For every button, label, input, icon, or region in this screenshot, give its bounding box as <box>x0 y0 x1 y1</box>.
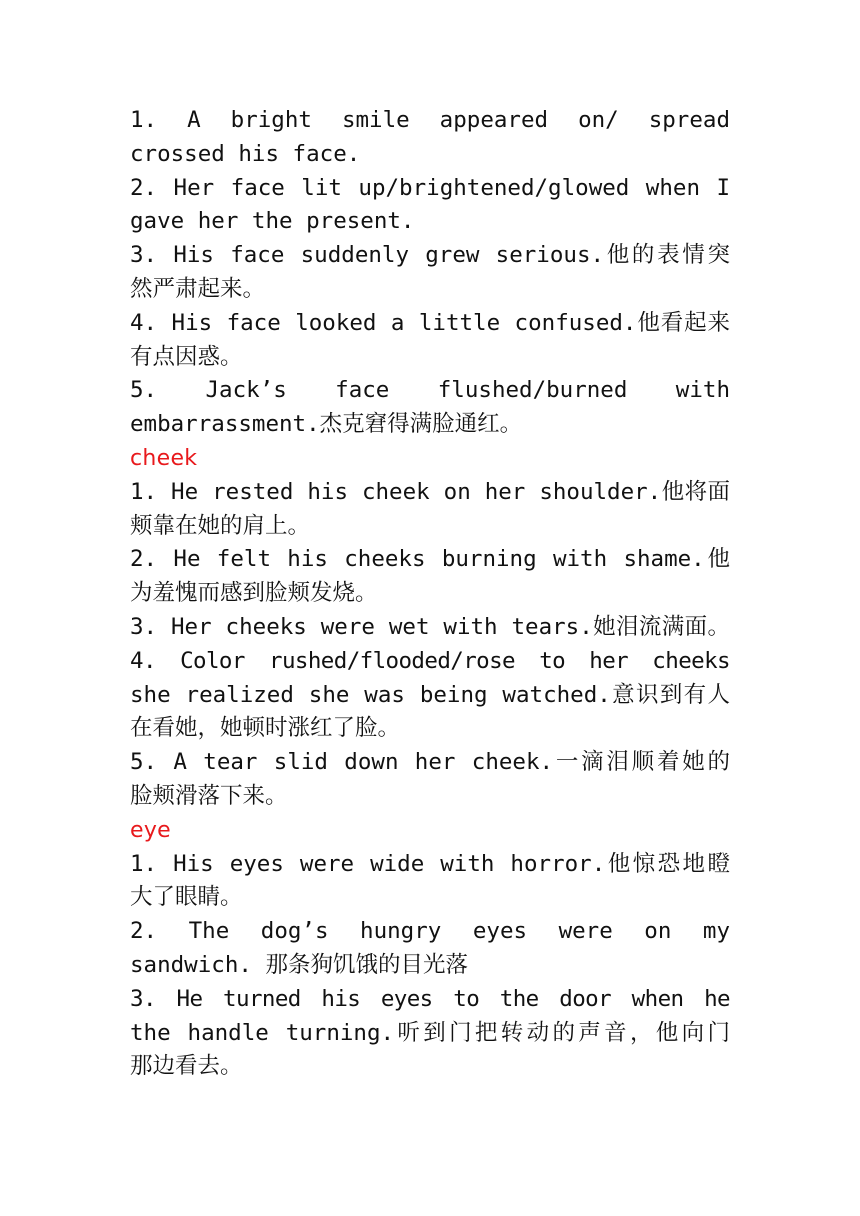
section-heading-eye: eye <box>130 817 171 843</box>
text-line: 4. Color rushed/flooded/rose to her cheeks <box>130 647 730 674</box>
text-line: crossed his face. <box>130 140 361 167</box>
text-line: 3. His face suddenly grew serious.他的表情突 <box>130 242 730 269</box>
text-line: the handle turning.听到门把转动的声音，他向门 <box>130 1019 730 1046</box>
text-line: sandwich. 那条狗饥饿的目光落 <box>130 951 468 978</box>
text-line: 颊靠在她的肩上。 <box>130 512 311 539</box>
text-line: 2. The dog’s hungry eyes were on my <box>130 918 730 945</box>
text-line: 3. He turned his eyes to the door when he <box>130 985 730 1012</box>
text-line: 然严肃起来。 <box>130 275 266 302</box>
text-line: 3. Her cheeks were wet with tears.她泪流满面。 <box>130 613 730 640</box>
text-line: 有点因惑。 <box>130 343 243 370</box>
text-line: embarrassment.杰克窘得满脸通红。 <box>130 411 523 438</box>
text-line: 4. His face looked a little confused.他看起来 <box>130 309 730 336</box>
text-line: she realized she was being watched.意识到有人 <box>130 681 730 708</box>
text-line: gave her the present. <box>130 208 415 235</box>
text-line: 为羞愧而感到脸颊发烧。 <box>130 580 378 607</box>
text-line: 1. A bright smile appeared on/ spread <box>130 107 730 133</box>
section-heading-cheek: cheek <box>130 445 198 471</box>
text-line: 2. He felt his cheeks burning with shame.他 <box>130 546 730 573</box>
text-line: 2. Her face lit up/brightened/glowed when I <box>130 174 730 201</box>
text-line: 1. His eyes were wide with horror.他惊恐地瞪 <box>130 850 730 877</box>
text-line: 大了眼睛。 <box>130 884 243 911</box>
text-line: 5. A tear slid down her cheek.一滴泪顺着她的 <box>130 749 730 776</box>
text-line: 在看她，她顿时涨红了脸。 <box>130 715 401 742</box>
text-line: 1. He rested his cheek on her shoulder.他将面 <box>130 478 730 505</box>
document-page <box>130 104 730 1084</box>
text-line: 5. Jack’s face flushed/burned with <box>130 377 730 404</box>
text-line: 脸颊滑落下来。 <box>130 782 288 809</box>
text-line: 那边看去。 <box>130 1053 243 1080</box>
